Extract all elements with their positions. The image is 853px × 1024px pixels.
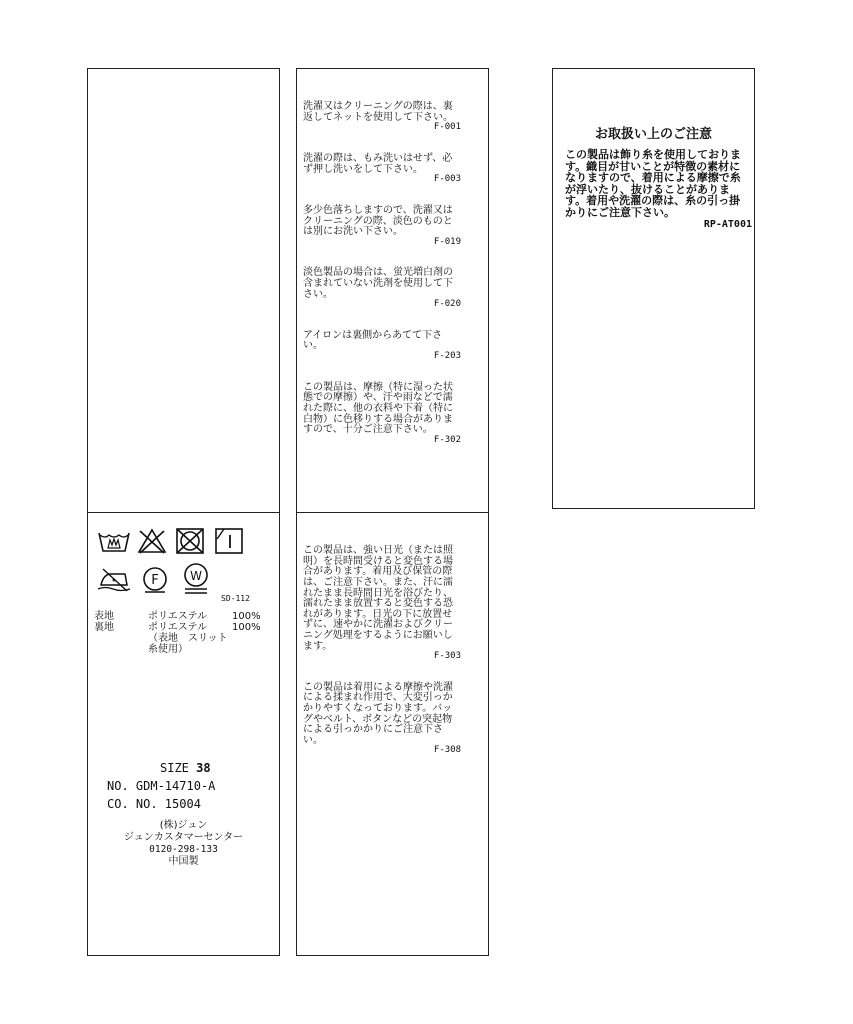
notice-text: この製品は飾り糸を使用しております。織目が甘いことが特徴の素材になりますので、着用による摩擦で糸が浮いたり、抜けることがあります。着用や洗濯の際は、糸の引っ掛かりにご注意下さい。 xyxy=(565,148,741,219)
svg-text:W: W xyxy=(190,569,202,583)
notice-body xyxy=(565,148,752,230)
outer-fiber: ポリエステル xyxy=(148,611,208,622)
lining-percent: 100% xyxy=(232,622,261,633)
line-dry-icon xyxy=(214,527,244,555)
no-tumble-dry-icon xyxy=(175,527,205,555)
care-para: アイロンは裏側からあてて下さい。 F-203 xyxy=(303,329,461,362)
care-instructions-bottom xyxy=(303,525,459,777)
material-note-line1: （表地 スリット xyxy=(148,633,228,644)
material-note-line2: 糸使用） xyxy=(148,644,188,655)
notice-title: お取扱い上のご注意 xyxy=(594,127,712,142)
no-bleach-icon xyxy=(137,527,167,555)
svg-text:F: F xyxy=(151,573,159,588)
lining-fiber: ポリエステル xyxy=(148,622,208,633)
care-para: 多少色落ちしますので、洗濯又はクリーニングの際、淡色のものとは別にお洗い下さい。 F-019 xyxy=(303,204,461,247)
outer-percent: 100% xyxy=(232,611,261,622)
notice-code: RP-AT001 xyxy=(703,218,752,230)
care-para: この製品は、摩擦（特に湿った状態での摩擦）や、汗や雨などで濡れた際に、他の衣料や下着（特に白物）に色移りする場合がありますので、十分ご注意下さい。 F-302 xyxy=(303,381,461,445)
care-para: 洗濯又はクリーニングの際は、裏返してネットを使用して下さい。 F-001 xyxy=(303,101,461,133)
customer-center: ジュンカスタマーセンター xyxy=(123,832,244,843)
size-line xyxy=(160,761,211,775)
size-prefix: SIZE xyxy=(160,761,189,775)
outer-label: 表地 xyxy=(94,611,114,622)
company-name: (株)ジュン xyxy=(159,820,208,831)
co-number: CO. NO. 15004 xyxy=(107,797,201,811)
standard-code: SD-112 xyxy=(221,594,250,603)
handling-notice-label xyxy=(552,68,755,509)
label-divider xyxy=(88,512,279,513)
care-para: この製品は、強い日光（または照明）を長時間受けると変色する場合があります。着用及び保管の際は、ご注意下さい。また、汗に濡れたまま長時間日光を浴びたり、濡れたまま放置すると変色する恐れがあります。日光の下に放置せずに、速やかに洗濯およびクリーニング処理をするようにお願いします。 F-303 xyxy=(303,545,461,662)
iron-low-cloth-icon xyxy=(97,565,131,593)
size-value: 38 xyxy=(196,761,211,775)
country-of-origin: 中国製 xyxy=(168,856,199,867)
care-para: この製品は着用による摩擦や洗濯による揉まれ作用で、大変引っかかりやすくなっております。バッグやベルト、ボタンなどの突起物による引っかかりにご注意下さい。 F-308 xyxy=(303,681,461,756)
phone-number: 0120-298-133 xyxy=(149,844,218,855)
care-para: 淡色製品の場合は、蛍光増白剤の含まれていない洗剤を使用して下さい。 F-020 xyxy=(303,267,461,310)
wash-30-hand-icon xyxy=(97,527,131,555)
care-instructions-top xyxy=(303,81,459,466)
care-para: 洗濯の際は、もみ洗いはせず、必ず押し洗いをして下さい。 F-003 xyxy=(303,153,461,185)
product-number: NO. GDM-14710-A xyxy=(107,779,216,793)
label-divider xyxy=(297,512,488,513)
lining-label: 裏地 xyxy=(94,622,114,633)
composition-label xyxy=(87,68,280,956)
dry-clean-f-icon xyxy=(141,565,169,593)
wet-clean-w-icon xyxy=(181,561,211,595)
care-instructions-label xyxy=(296,68,489,956)
